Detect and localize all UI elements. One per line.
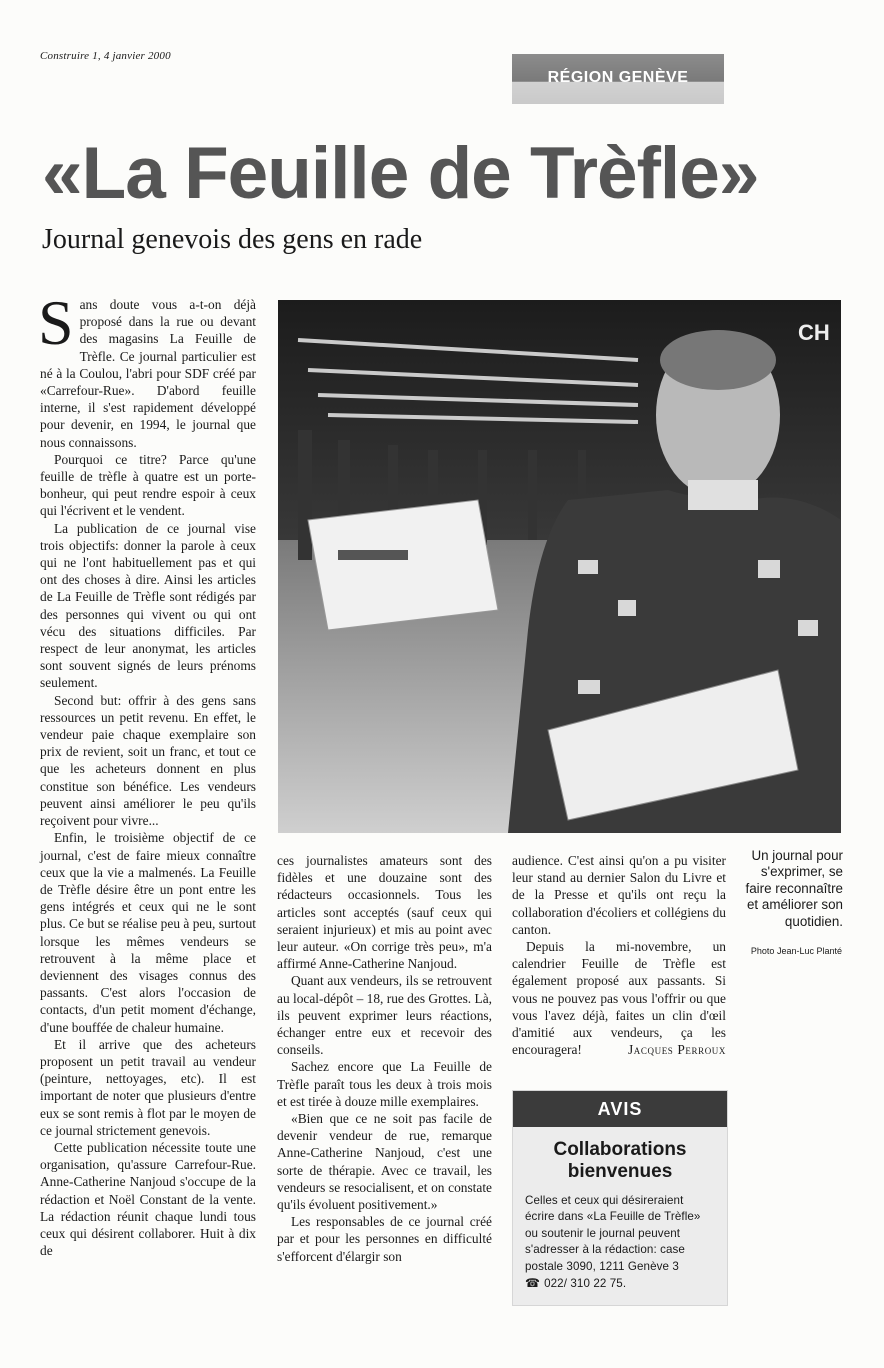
paragraph: Pourquoi ce titre? Parce qu'une feuille de trèfle à quatre est un porte-bonheur, qui peut rendre espoir à ceux qui l'écrivent et le vendent. bbox=[40, 451, 256, 519]
photo-of-street-vendor bbox=[278, 300, 841, 833]
article-subtitle: Journal genevois des gens en rade bbox=[42, 224, 423, 255]
issue-line: Construire 1, 4 janvier 2000 bbox=[40, 50, 171, 62]
paragraph: Quant aux vendeurs, ils se retrouvent au local-dépôt – 18, rue des Grottes. Là, ils peuvent exprimer leurs réactions, échanger entre eux et recevoir des conseils. bbox=[277, 973, 492, 1058]
paragraph: La publication de ce journal vise trois objectifs: donner la parole à ceux qui ne l'ont habituellement pas et qui ont des choses à dire. Ainsi les articles de La Feuille de Trèfle sont rédigés par des personnes qui vivent ou qui ont vécu des situations difficiles. Par respect de leur anonymat, les articles sont souvent signés de leurs prénoms seulement. bbox=[40, 520, 256, 691]
photo-credit: Photo Jean-Luc Planté bbox=[750, 946, 842, 956]
article-photo bbox=[278, 300, 841, 833]
paragraph: Second but: offrir à des gens sans ressources un petit revenu. En effet, le vendeur paie chaque exemplaire son prix de revient, soit un franc, et tout ce que les acheteurs donnent en plus constitue son bénéfice. Les vendeurs peuvent ainsi améliorer le peu qu'ils reçoivent pour vivre... bbox=[40, 692, 256, 829]
paragraph: Sachez encore que La Feuille de Trèfle paraît tous les deux à trois mois et est tirée à douze mille exemplaires. bbox=[277, 1059, 492, 1109]
paragraph: Cette publication nécessite toute une organisation, qu'assure Carrefour-Rue. Anne-Catherine Nanjoud s'occupe de la rédaction et Noël Constant de la vente. La rédaction réunit chaque lundi tous ceux qui désirent collaborer. Huit à dix de bbox=[40, 1139, 256, 1259]
svg-text:CH: CH bbox=[798, 320, 830, 345]
paragraph: Depuis la mi-novembre, un calendrier Feuille de Trèfle est également proposé aux passants. Si vous ne pouvez pas vous l'offrir ou que vous l'avez déjà, faites un clin d'œil d'amitié aux vendeurs, ça les encouragera! Jacques Perroux bbox=[512, 939, 726, 1058]
paragraph: Et il arrive que des acheteurs proposent un petit travail au vendeur (peinture, nettoyages, etc). Il est important de noter que plusieurs d'entre eux se sont remis à flot par le moyen de ce journal strictement genevois. bbox=[40, 1036, 256, 1138]
dropcap: S bbox=[38, 287, 74, 358]
paragraph: Sans doute vous a-t-on déjà proposé dans la rue ou devant des magasins La Feuille de Trèfle. Ce journal particulier est né à la Coulou, l'abri pour SDF créé par «Carrefour-Rue». D'abord feuille interne, il s'est rapidement développé pour devenir, en 1994, le journal que nous connaissons. bbox=[38, 287, 256, 450]
avis-box bbox=[512, 1090, 728, 1306]
paragraph: audience. C'est ainsi qu'on a pu visiter leur stand au dernier Salon du Livre et de la Presse et qu'ils ont reçu la collaboration d'écoliers et collégiens du canton. bbox=[512, 853, 726, 937]
avis-body: Celles et ceux qui désireraient écrire dans «La Feuille de Trèfle» ou soutenir le journal peuvent s'adresser à la rédaction: case postale 3090, 1211 Genève 3 ☎ 022/ 310 22 75. bbox=[525, 1194, 701, 1291]
region-badge bbox=[512, 54, 724, 104]
avis-title: Collaborations bienvenues bbox=[553, 1139, 687, 1182]
avis-phone: 022/ 310 22 75. bbox=[544, 1277, 627, 1291]
paragraph: Enfin, le troisième objectif de ce journal, c'est de faire mieux connaître ceux que la vie a malmenés. La Feuille de Trèfle désire être un pont entre les gens intégrés et ceux qui ne le sont plus. Ce but se réalise peu à peu, surtout lorsque les mêmes vendeurs se retrouvent à la même place et deviennent des visages connus des passants. C'est alors l'occasion de contacts, d'un petit moment d'échange, d'une bouffée de chaleur humaine. bbox=[40, 830, 256, 1035]
avis-header: AVIS bbox=[513, 1091, 727, 1127]
author-signature: Jacques Perroux bbox=[627, 1042, 726, 1058]
paragraph: «Bien que ce ne soit pas facile de devenir vendeur de rue, remarque Anne-Catherine Nanjoud, c'est une sorte de thérapie. Avec ce travail, les vendeurs se resocialisent, et on constate qu'ils évoluent positivement.» bbox=[277, 1111, 492, 1213]
region-label: RÉGION GENÈVE bbox=[547, 69, 689, 86]
article-title: «La Feuille de Trèfle» bbox=[42, 133, 759, 214]
photo-caption: Un journal pour s'exprimer, se faire reconnaître et améliorer son quotidien. bbox=[745, 848, 843, 929]
phone-icon: ☎ bbox=[525, 1276, 541, 1291]
article-column-3 bbox=[512, 852, 726, 1058]
article-column-2 bbox=[277, 852, 492, 1265]
article-column-1 bbox=[38, 287, 256, 1259]
paragraph: Les responsables de ce journal créé par et pour les personnes en difficulté s'efforcent d'élargir son bbox=[277, 1214, 492, 1264]
paragraph: ces journalistes amateurs sont des fidèles et une douzaine sont des rédacteurs occasionnels. Tous les articles sont acceptés (sauf ceux qui seraient injurieux) et mis au point avec leur auteur. «On corrige très peu», m'a affirmé Anne-Catherine Nanjoud. bbox=[277, 853, 492, 972]
